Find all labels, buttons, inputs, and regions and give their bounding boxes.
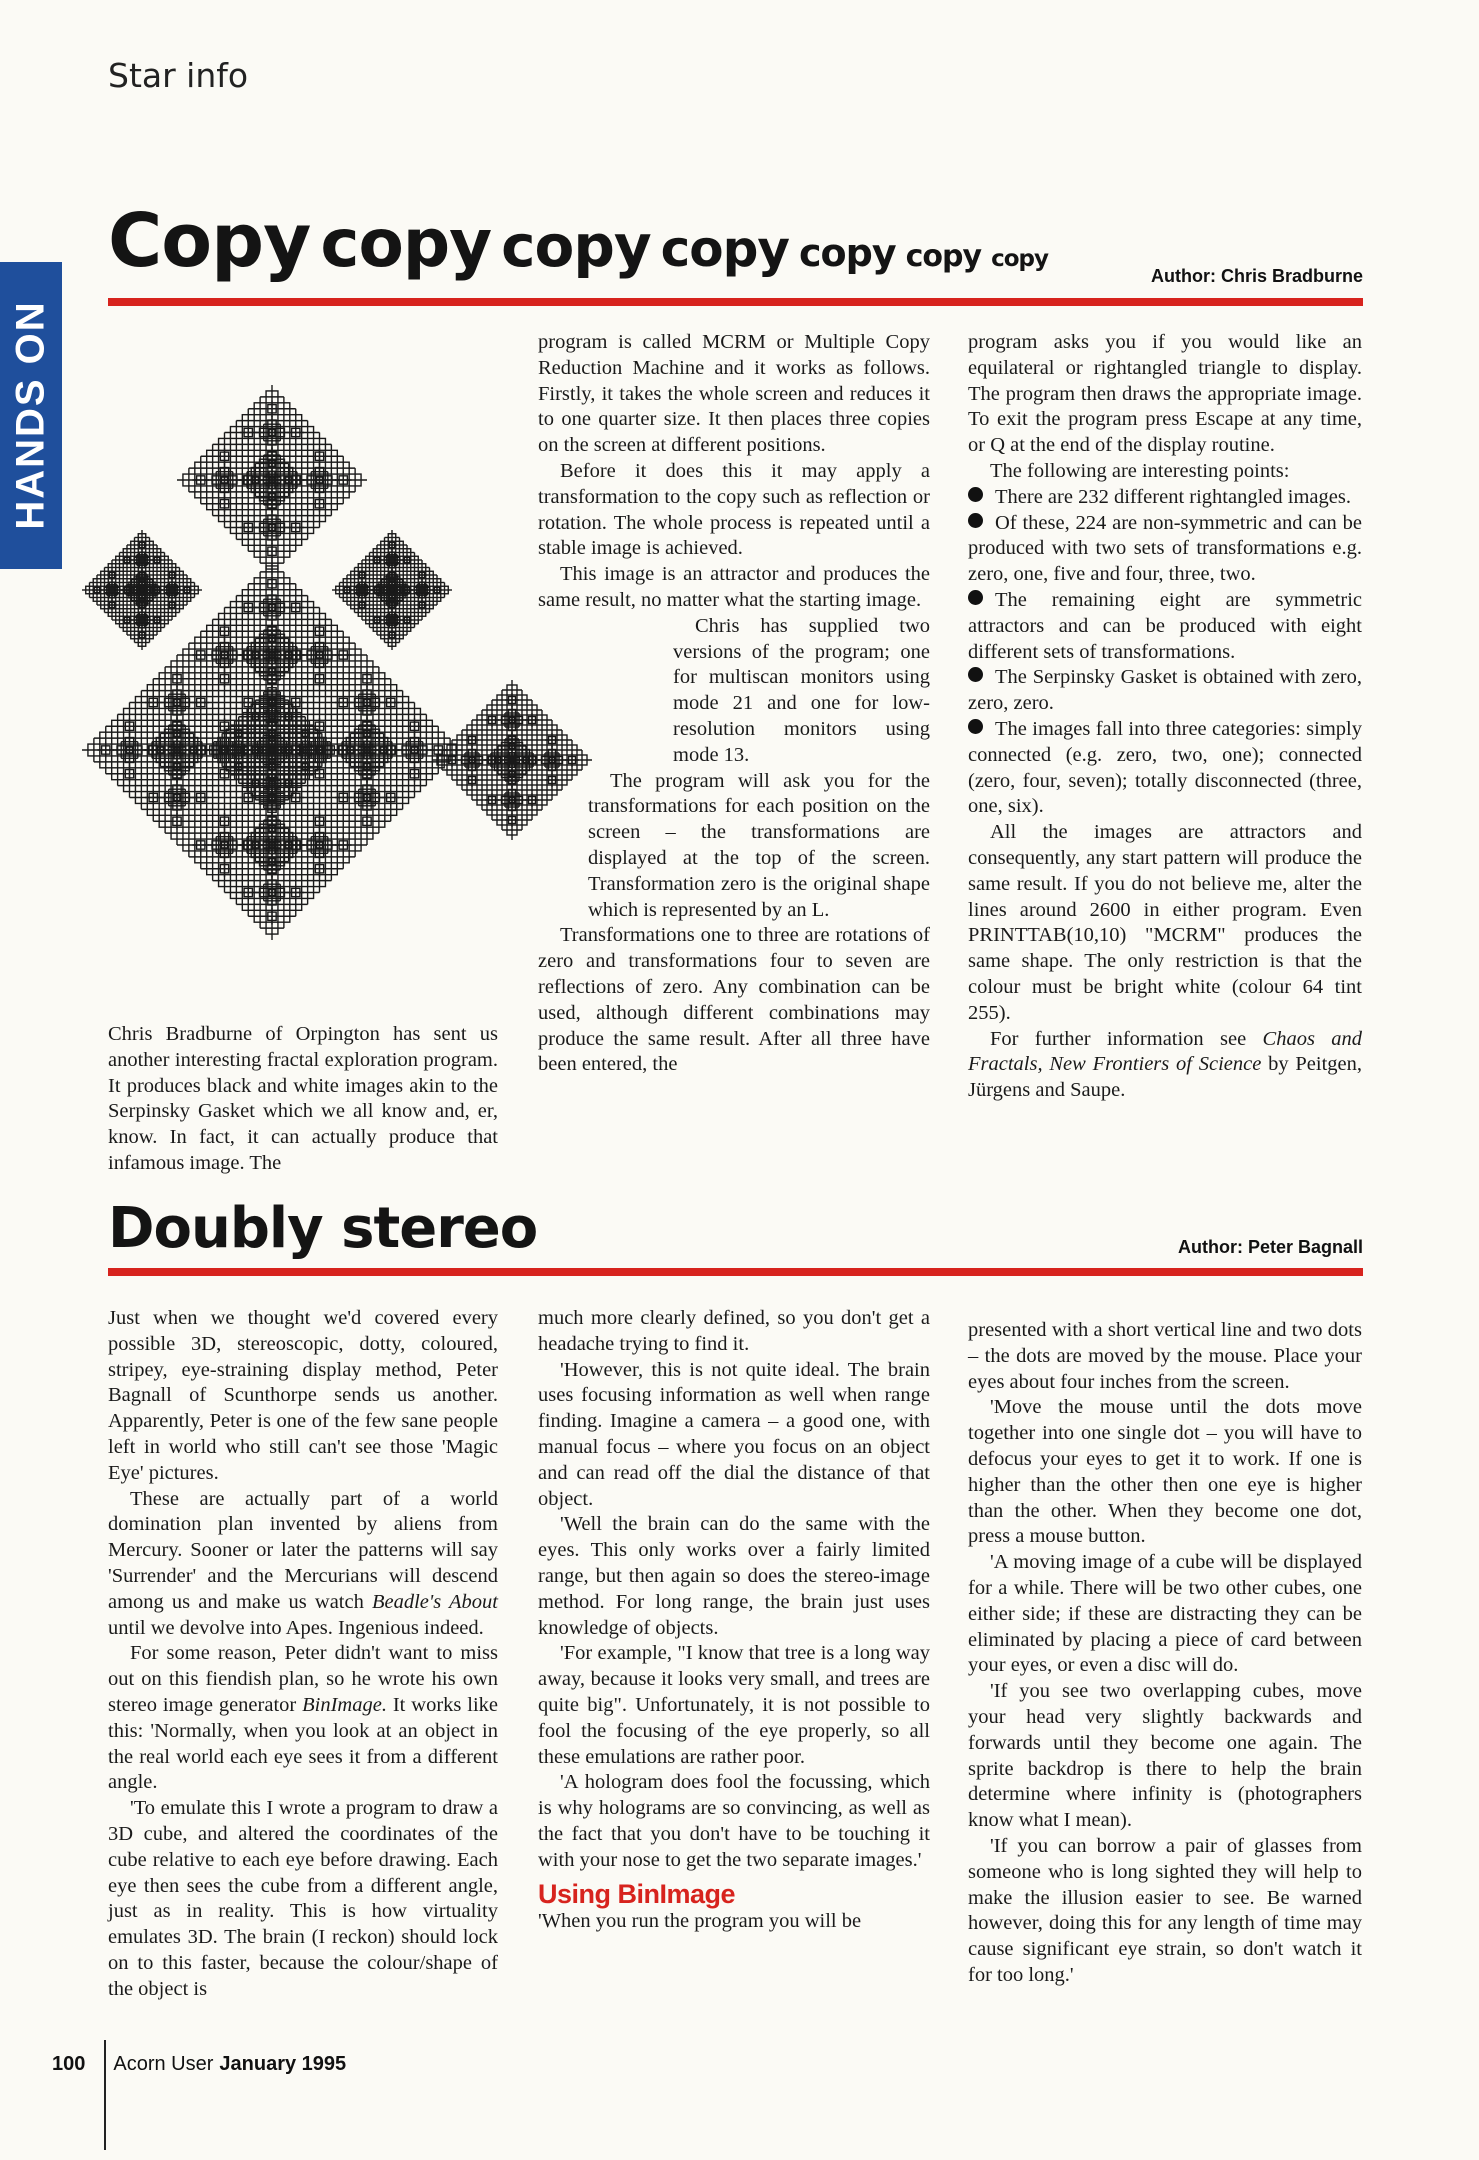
book-title: Chaos and Fractals, New Frontiers of Science: [968, 1027, 1362, 1076]
article2-col1: [108, 1306, 498, 2003]
text-run: For some reason, Peter didn't want to miss out on this fiendish plan, so he wrote his own stereo image generator: [108, 1642, 498, 1716]
page-number: 100: [52, 2053, 86, 2075]
paragraph: 'If you can borrow a pair of glasses from someone who is long sighted they will help to make the illusion easier to see. Be warned however, doing this for any length of time may cause significant eye strain, so don't watch it for too long.': [968, 1834, 1362, 1986]
tv-show-title: Beadle's About: [371, 1590, 498, 1613]
paragraph: presented with a short vertical line and two dots – the dots are moved by the mouse. Place your eyes about four inches from the screen.: [968, 1319, 1362, 1393]
issue-date: January 1995: [219, 2053, 347, 2075]
paragraph: The following are interesting points:: [990, 459, 1290, 482]
paragraph: Chris has supplied two versions of the program; one for multiscan monitors using mode 21 and one for low-resolution monitors using mode 13.: [673, 614, 930, 766]
paragraph: Transformations one to three are rotations of zero and transformations four to seven are reflections of zero. Any combination can be used, although different combinations may produce the same result. After all three have been entered, the: [538, 924, 930, 1076]
paragraph: 'Well the brain can do the same with the eyes. This only works over a fairly limited range, but then again so does the stereo-image method. For long range, the brain just uses knowledge of objects.: [538, 1513, 930, 1639]
paragraph: 'A moving image of a cube will be displayed for a while. There will be two other cubes, one either side; if these are distracting they can be eliminated by placing a piece of card between your eyes, or even a disc will do.: [968, 1551, 1362, 1677]
bullet-item: There are 232 different rightangled images.: [968, 485, 1362, 511]
program-name: BinImage.: [302, 1693, 387, 1716]
magazine-name: Acorn User: [113, 2053, 214, 2075]
paragraph: [108, 1641, 498, 1796]
bullet-item: Of these, 224 are non-symmetric and can be produced with two sets of transformations e.g. zero, one, five and four, three, two.: [968, 511, 1362, 588]
title-word-4: copy: [660, 220, 790, 278]
section-label: Star info: [108, 56, 249, 95]
hands-on-label: HANDS ON: [8, 300, 53, 530]
article2-col3: [968, 1318, 1362, 1989]
paragraph: 'For example, "I know that tree is a long way away, because it looks very small, and trees are quite big". Unfortunately, it is not possible to fool the focusing of the eye properly, so all these emulations are rather poor.: [538, 1642, 930, 1768]
fractal-illustration: [52, 330, 622, 990]
article2-col2: [538, 1306, 930, 1935]
bullet-item: The remaining eight are symmetric attractors and can be produced with eight different sets of transformations.: [968, 588, 1362, 665]
text-run: These are actually part of a world domination plan invented by aliens from Mercury. Sooner or later the patterns will say 'Surrender' and the Mercurians will descend among us and make us watch: [108, 1487, 498, 1613]
paragraph: All the images are attractors and consequently, any start pattern will produce the same result. If you do not believe me, alter the lines around 2600 in either program. Even PRINTTAB(10,10) "MCRM" produces the same shape. The only restriction is that the colour must be bright white (colour 64 tint 255).: [968, 821, 1362, 1024]
paragraph: This image is an attractor and produces the same result, no matter what the starting image.: [538, 563, 930, 611]
title-word-7: copy: [991, 246, 1048, 272]
article2-rule: [108, 1268, 1363, 1276]
paragraph: program is called MCRM or Multiple Copy Reduction Machine and it works as follows. Firstly, it takes the whole screen and reduces it to one quarter size. It then places three copies on the screen at different positions.: [538, 331, 930, 457]
title-word-1: Copy: [108, 198, 311, 284]
paragraph: much more clearly defined, so you don't get a headache trying to find it.: [538, 1307, 930, 1355]
article1-rule: [108, 298, 1363, 306]
title-word-2: copy: [320, 205, 492, 282]
paragraph: 'If you see two overlapping cubes, move your head very slightly backwards and forwards until they become one again. The sprite backdrop is there to help the brain determine where infinity is (photographers know what I mean).: [968, 1680, 1362, 1832]
article1-col1: [108, 1022, 498, 1177]
article1-col3: [968, 330, 1362, 1104]
paragraph: Before it does this it may apply a transformation to the copy such as reflection or rotation. The whole process is repeated until a stable image is achieved.: [538, 459, 930, 560]
paragraph: 'To emulate this I wrote a program to draw a 3D cube, and altered the coordinates of the cube relative to each eye before drawing. Each eye then sees the cube from a different angle, just as in reality. This is how virtuality emulates 3D. The brain (I reckon) should lock on to this faster, because the colour/shape of the object is: [108, 1797, 498, 2000]
article1-author: Author: Chris Bradburne: [1150, 266, 1363, 286]
article2-title: Doubly stereo: [108, 1196, 538, 1261]
article1-title: [108, 198, 1058, 284]
paragraph: 'A hologram does fool the focussing, which is why holograms are so convincing, as well as the fact that you don't have to be touching it with your nose to get the two separate images.': [538, 1771, 930, 1871]
paragraph: The program will ask you for the transformations for each position on the screen – the transformations are displayed at the top of the screen. Transformation zero is the original shape which is represented by an L.: [588, 769, 930, 921]
title-word-5: copy: [799, 231, 896, 275]
paragraph: program asks you if you would like an equilateral or rightangled triangle to display. The program then draws the appropriate image. To exit the program press Escape at any time, or Q at the end of the display routine.: [968, 331, 1362, 457]
title-word-3: copy: [501, 212, 651, 280]
article2-author: Author: Peter Bagnall: [1177, 1237, 1363, 1257]
title-word-6: copy: [905, 239, 982, 274]
paragraph: 'However, this is not quite ideal. The brain uses focusing information as well when range finding. Imagine a camera – a good one, with manual focus – where you focus on an object and can read off the dial the distance of that object.: [538, 1358, 930, 1510]
article1-col2: [538, 330, 930, 1078]
bullet-item: The Serpinsky Gasket is obtained with zero, zero, zero.: [968, 665, 1362, 717]
bullet-item: The images fall into three categories: simply connected (e.g. zero, two, one); connected (zero, four, seven); totally disconnected (three, one, six).: [968, 717, 1362, 820]
paragraph: Just when we thought we'd covered every possible 3D, stereoscopic, dotty, coloured, stripey, eye-straining display method, Peter Bagnall of Scunthorpe sends us another. Apparently, Peter is one of the few sane people left in world who still can't see those 'Magic Eye' pictures.: [108, 1307, 498, 1484]
paragraph: Chris Bradburne of Orpington has sent us another interesting fractal exploration program. It produces black and white images akin to the Serpinsky Gasket which we all know and, er, know. In fact, it can actually produce that infamous image. The: [108, 1023, 498, 1174]
paragraph: 'Move the mouse until the dots move together into one single dot – you will have to defocus your eyes to get it to work. If one is higher than the other then one eye is higher than the other. When they become one dot, press a mouse button.: [968, 1396, 1362, 1548]
further-prefix: For further information see: [990, 1027, 1263, 1050]
paragraph: 'When you run the program you will be: [538, 1910, 862, 1933]
text-run: until we devolve into Apes. Ingenious indeed.: [108, 1616, 484, 1639]
text-run: It works like this: 'Normally, when you look at an object in the real world each eye sees it from a different angle.: [108, 1693, 499, 1794]
paragraph: [108, 1487, 498, 1642]
further-reading: [968, 1027, 1362, 1104]
page-footer: [52, 2053, 346, 2076]
subheading-using-binimage: Using BinImage: [538, 1878, 736, 1909]
further-suffix: by Peitgen, Jürgens and Saupe.: [968, 1053, 1362, 1102]
